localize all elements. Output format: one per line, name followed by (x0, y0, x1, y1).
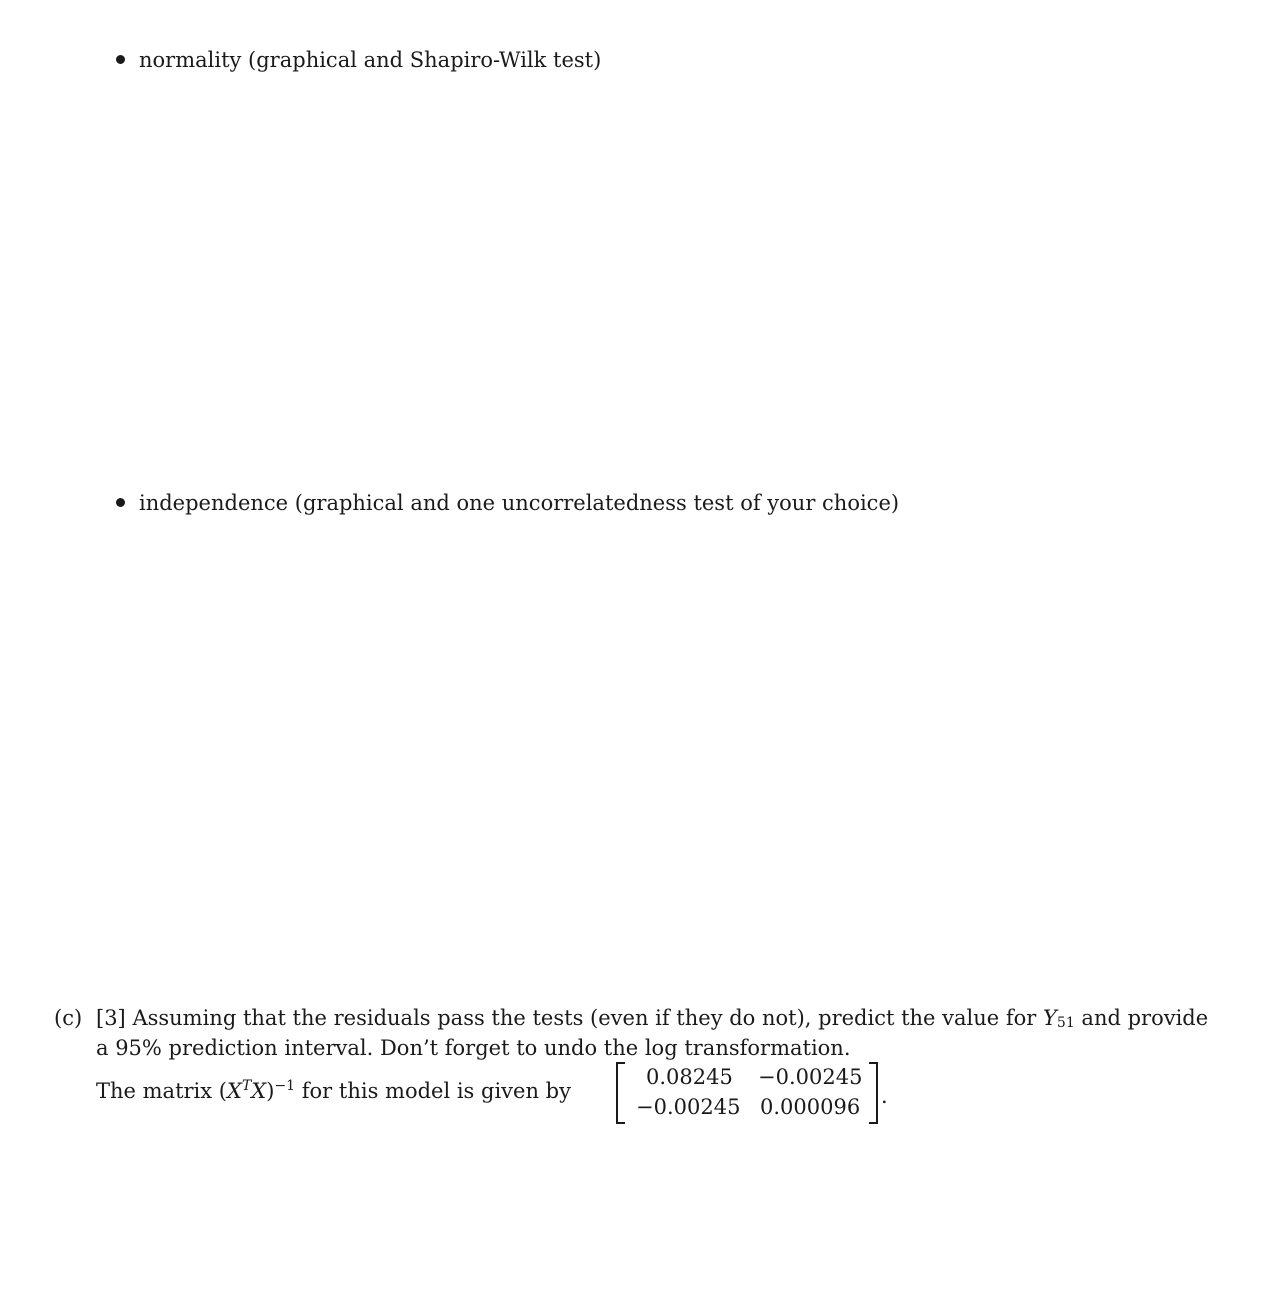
question-part-c (54, 1003, 1209, 1063)
line1-text: Assuming that the residuals pass the tests (even if they do not), predict the value for (132, 1006, 1037, 1030)
matrix-intro-open: The matrix ( (96, 1079, 227, 1103)
left-bracket-icon (616, 1062, 625, 1124)
line1-tail: and provide (1081, 1006, 1209, 1030)
bullet-text: normality (graphical and Shapiro-Wilk test) (139, 48, 602, 72)
variable-y: Y (1043, 1006, 1057, 1030)
bullet-text: independence (graphical and one uncorrelatedness test of your choice) (139, 491, 900, 515)
variable-subscript: 51 (1056, 1015, 1075, 1031)
matrix-cell-2-1: −0.00245 (636, 1095, 741, 1119)
inverse-matrix (616, 1062, 878, 1122)
points-label: [3] (96, 1006, 126, 1030)
matrix-intro-close: ) (266, 1079, 275, 1103)
matrix-period: . (881, 1084, 888, 1108)
bullet-dot-icon (116, 55, 125, 64)
part-c-body (96, 1003, 1209, 1063)
matrix-intro-tail: for this model is given by (301, 1079, 571, 1103)
part-c-line-2: a 95% prediction interval. Don’t forget to undo the log transformation. (96, 1036, 851, 1060)
matrix-cell-2-2: 0.000096 (760, 1095, 861, 1119)
bullet-independence (116, 489, 899, 517)
matrix-cell-1-2: −0.00245 (758, 1065, 863, 1089)
bullet-normality (116, 46, 601, 74)
matrix-transpose: T (241, 1078, 252, 1094)
part-label: (c) (54, 1006, 83, 1030)
bullet-dot-icon (116, 498, 125, 507)
matrix-intro (96, 1076, 571, 1106)
matrix-cell-1-1: 0.08245 (646, 1065, 733, 1089)
part-c-line-1 (96, 1003, 1209, 1033)
matrix-x: X (251, 1079, 267, 1103)
matrix-inverse-exponent: −1 (274, 1078, 296, 1094)
right-bracket-icon (869, 1062, 878, 1124)
matrix-x: X (226, 1079, 242, 1103)
